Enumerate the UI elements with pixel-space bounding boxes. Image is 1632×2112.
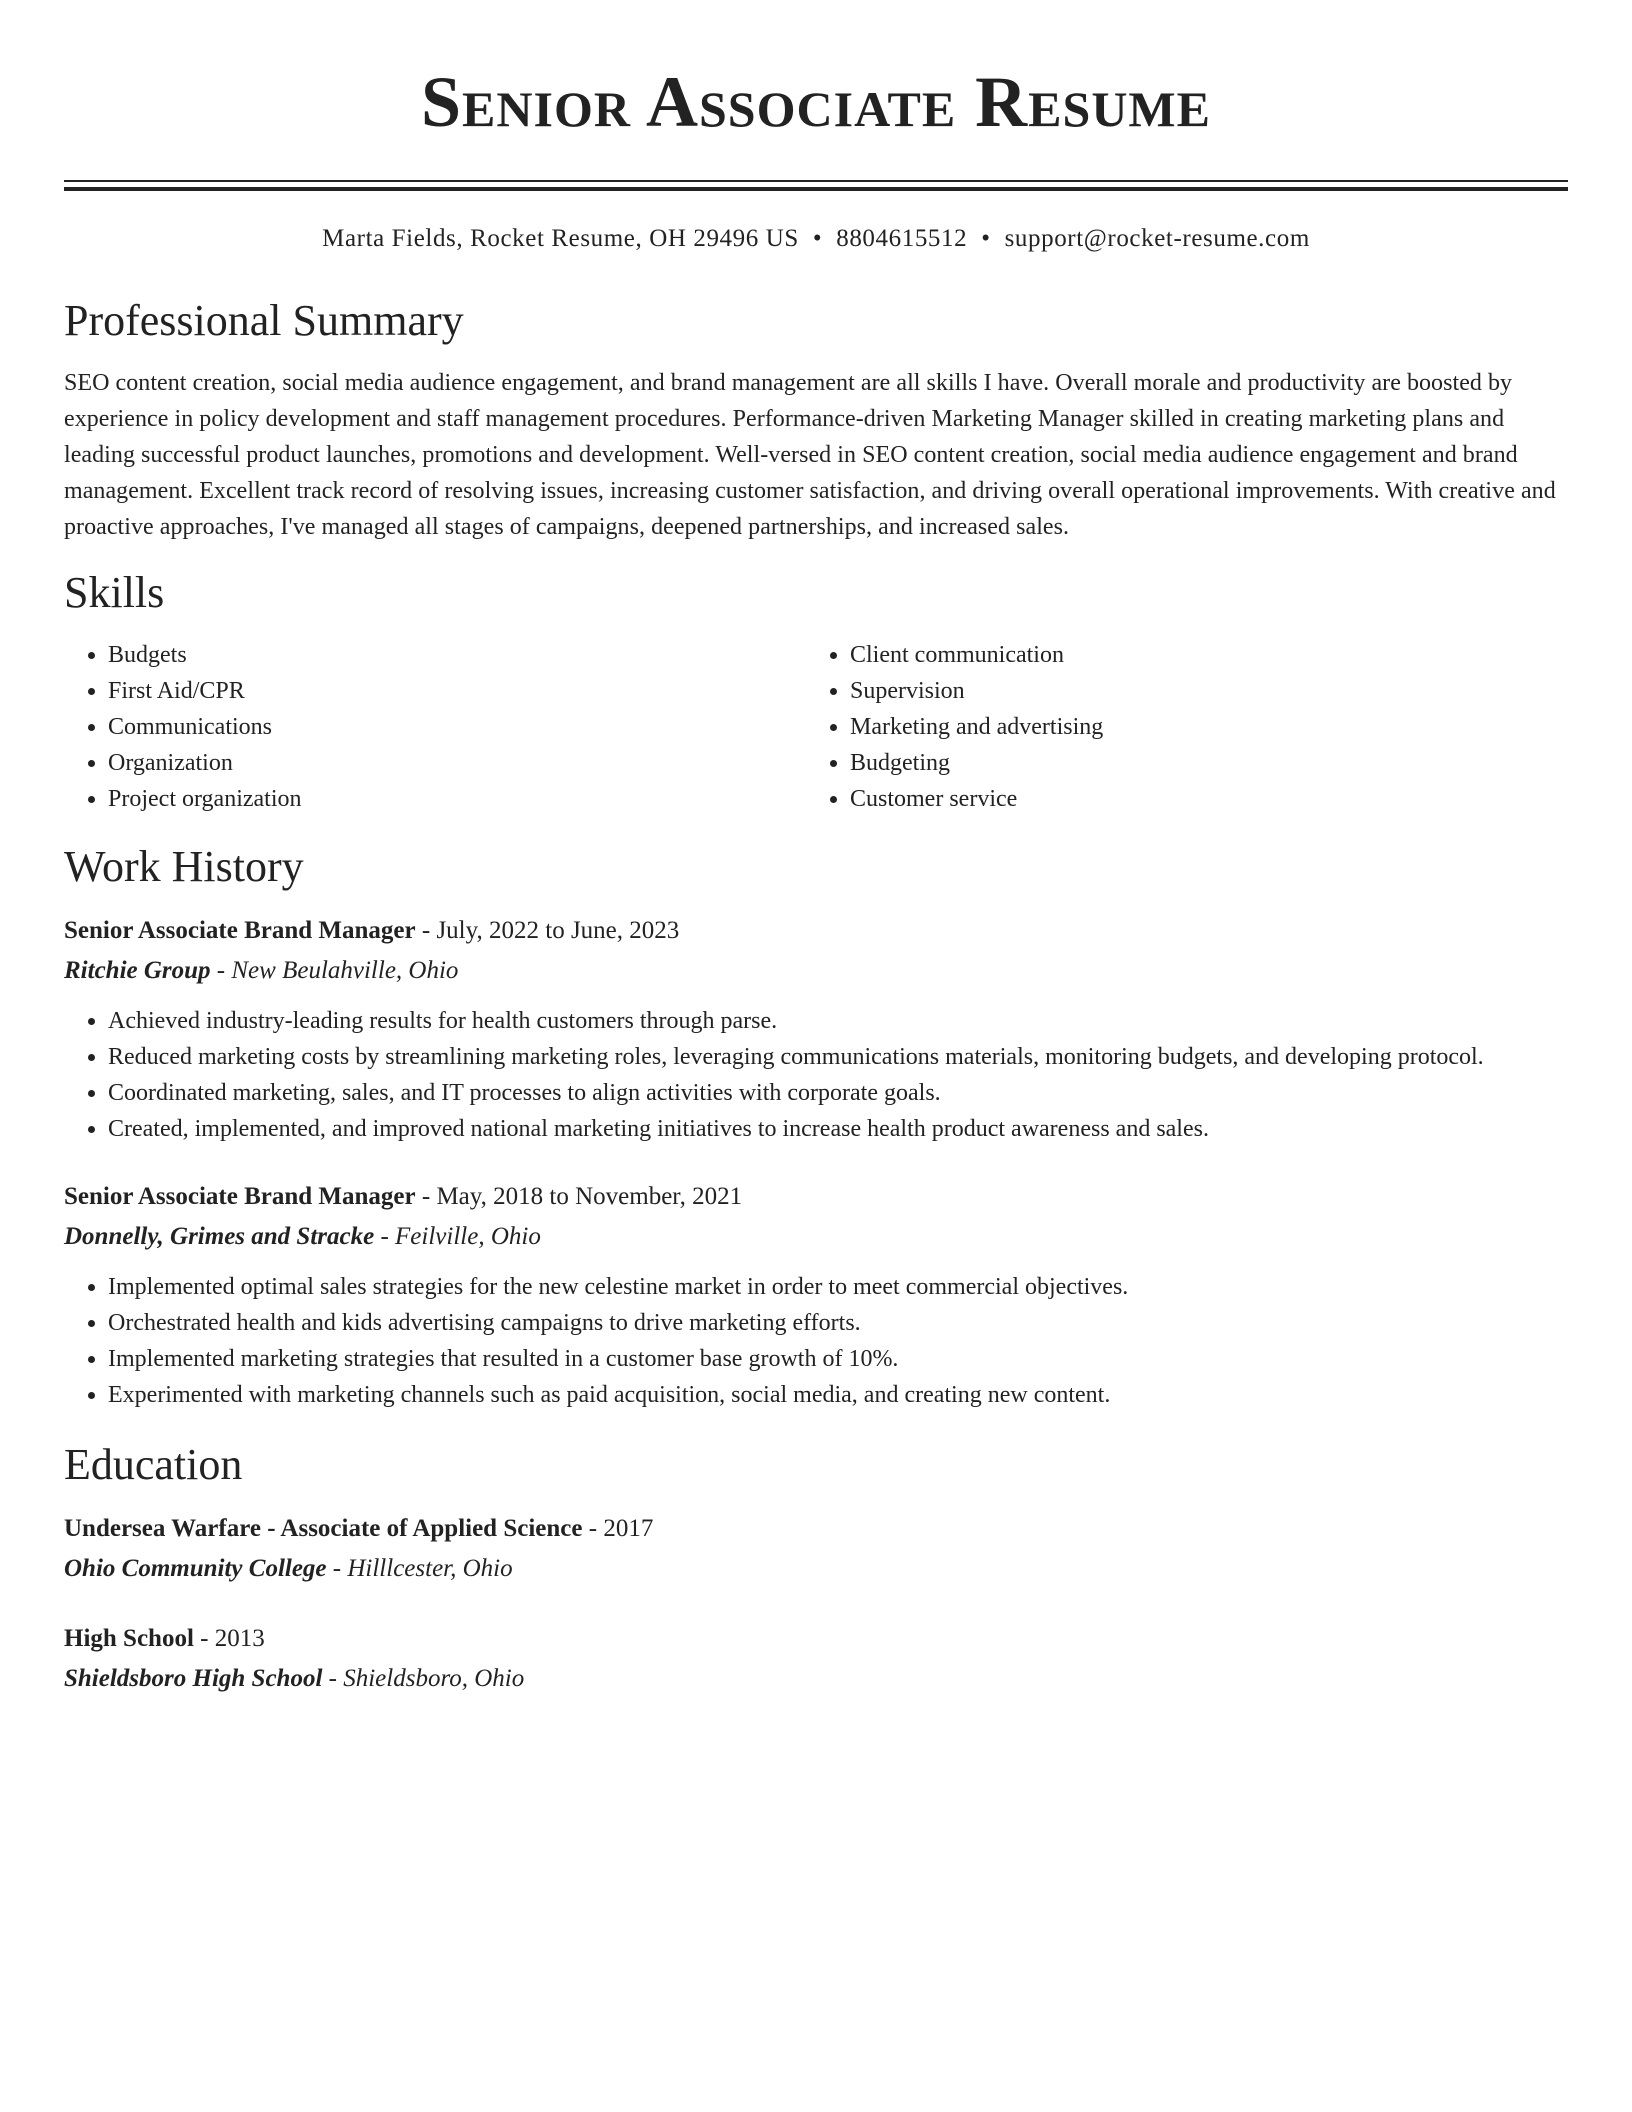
skill-item: • Organization xyxy=(108,745,806,781)
skill-item: • Budgeting xyxy=(850,745,1548,781)
education-heading: Education xyxy=(64,1440,243,1489)
education-section xyxy=(64,1439,1568,1699)
skill-item: • Customer service xyxy=(850,781,1548,817)
education-school: Ohio Community College xyxy=(64,1555,327,1582)
contact-phone: 8804615512 xyxy=(836,225,968,252)
job-company: Donnelly, Grimes and Stracke xyxy=(64,1223,375,1250)
work-history-heading: Work History xyxy=(64,842,304,891)
job-company: Ritchie Group xyxy=(64,957,211,984)
work-history-section xyxy=(64,841,1568,1413)
skills-section xyxy=(64,567,1568,817)
page-title: Senior Associate Resume xyxy=(421,62,1211,142)
skills-columns xyxy=(64,637,1568,817)
job-bullet: • Reduced marketing costs by streamlining marketing roles, leveraging communications materials, monitoring budgets, and developing protocol. xyxy=(108,1039,1568,1075)
job-bullet: • Experimented with marketing channels such as paid acquisition, social media, and creating new content. xyxy=(108,1377,1568,1413)
summary-text: SEO content creation, social media audience engagement, and brand management are all skills I have. Overall morale and productivity are boosted by experience in policy development and staff management procedures. Performance-driven Marketing Manager skilled in creating marketing plans and leading successful product launches, promotions and development. Well-versed in SEO content creation, social media audience engagement and brand management. Excellent track record of resolving issues, increasing customer satisfaction, and driving overall operational improvements. With creative and proactive approaches, I've managed all stages of campaigns, deepened partnerships, and increased sales. xyxy=(64,370,1556,540)
education-location: Hilllcester, Ohio xyxy=(347,1555,513,1582)
skills-heading: Skills xyxy=(64,568,165,617)
job-bullet: • Orchestrated health and kids advertising campaigns to drive marketing efforts. xyxy=(108,1305,1568,1341)
contact-line xyxy=(64,223,1568,255)
job-bullets xyxy=(64,1269,1568,1413)
job-title: Senior Associate Brand Manager xyxy=(64,917,416,944)
job-title: Senior Associate Brand Manager xyxy=(64,1183,416,1210)
skill-item: • Supervision xyxy=(850,673,1548,709)
education-degree: Undersea Warfare - Associate of Applied Science xyxy=(64,1515,583,1542)
job-company-line: Donnelly, Grimes and Stracke - Feilville, Ohio xyxy=(64,1223,541,1250)
contact-separator: • xyxy=(812,225,823,252)
job-location: New Beulahville, Ohio xyxy=(231,957,459,984)
skill-item: • Marketing and advertising xyxy=(850,709,1548,745)
contact-address: Marta Fields, Rocket Resume, OH 29496 US xyxy=(322,225,799,252)
education-school-line: Shieldsboro High School - Shieldsboro, Ohio xyxy=(64,1665,525,1692)
job-bullet: • Implemented marketing strategies that resulted in a customer base growth of 10%. xyxy=(108,1341,1568,1377)
job-bullet: • Achieved industry-leading results for health customers through parse. xyxy=(108,1003,1568,1039)
education-year: 2013 xyxy=(214,1625,265,1652)
job-bullet: • Implemented optimal sales strategies for the new celestine market in order to meet commercial objectives. xyxy=(108,1269,1568,1305)
skill-item: • Client communication xyxy=(850,637,1548,673)
skills-left-column xyxy=(64,637,806,817)
job-title-line: Senior Associate Brand Manager - May, 2018 to November, 2021 xyxy=(64,1183,743,1210)
education-degree-line: High School - 2013 xyxy=(64,1625,265,1652)
job-dates: July, 2022 to June, 2023 xyxy=(436,917,680,944)
education-degree: High School xyxy=(64,1625,194,1652)
title-divider-thin xyxy=(64,180,1568,182)
job-title-line: Senior Associate Brand Manager - July, 2022 to June, 2023 xyxy=(64,917,680,944)
contact-separator: • xyxy=(981,225,991,252)
skill-item: • Project organization xyxy=(108,781,806,817)
title-divider-thick xyxy=(64,187,1568,191)
skill-item: • First Aid/CPR xyxy=(108,673,806,709)
education-school: Shieldsboro High School xyxy=(64,1665,323,1692)
skill-item: • Communications xyxy=(108,709,806,745)
summary-heading: Professional Summary xyxy=(64,296,464,345)
job-company-line: Ritchie Group - New Beulahville, Ohio xyxy=(64,957,459,984)
education-location: Shieldsboro, Ohio xyxy=(343,1665,525,1692)
job-bullet: • Coordinated marketing, sales, and IT processes to align activities with corporate goals. xyxy=(108,1075,1568,1111)
education-year: 2017 xyxy=(603,1515,654,1542)
skills-right-column xyxy=(806,637,1548,817)
resume-page xyxy=(64,0,1568,1699)
job-dates: May, 2018 to November, 2021 xyxy=(436,1183,743,1210)
job-bullet: • Created, implemented, and improved national marketing initiatives to increase health product awareness and sales. xyxy=(108,1111,1568,1147)
job-location: Feilville, Ohio xyxy=(395,1223,541,1250)
contact-email: support@rocket-resume.com xyxy=(1004,225,1310,252)
skill-item: • Budgets xyxy=(108,637,806,673)
education-degree-line: Undersea Warfare - Associate of Applied Science - 2017 xyxy=(64,1515,654,1542)
education-school-line: Ohio Community College - Hilllcester, Ohio xyxy=(64,1555,513,1582)
job-bullets xyxy=(64,1003,1568,1147)
summary-section xyxy=(64,295,1568,545)
